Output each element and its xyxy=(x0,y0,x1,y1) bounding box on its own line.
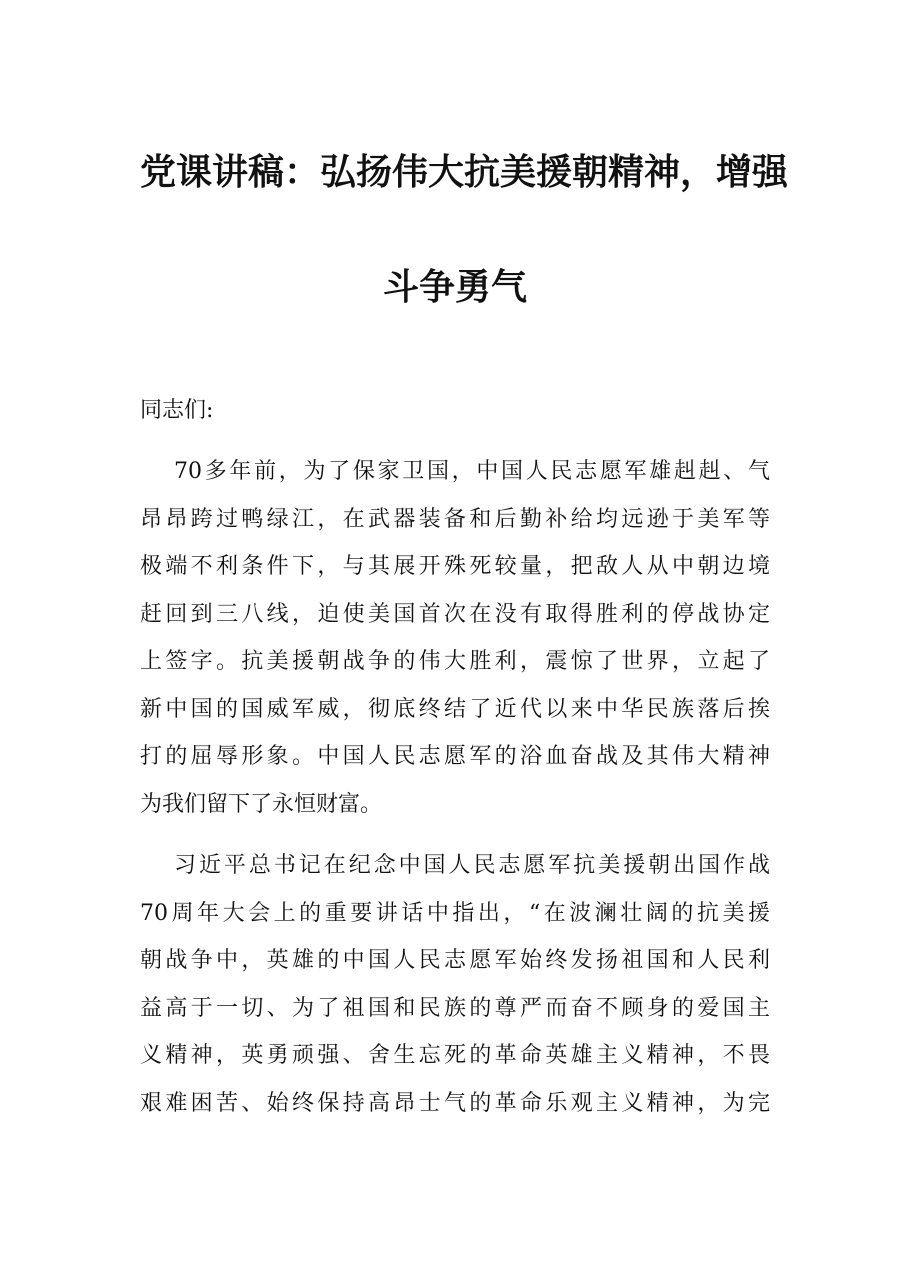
paragraph-line: 70周年大会上的重要讲话中指出，“在波澜壮阔的抗美援 xyxy=(140,900,770,926)
salutation: 同志们: xyxy=(140,398,214,423)
paragraph-line: 益高于一切、为了祖国和民族的尊严而奋不顾身的爱国主 xyxy=(140,995,770,1021)
paragraph-line: 上签字。抗美援朝战争的伟大胜利，震惊了世界，立起了 xyxy=(140,649,770,674)
paragraph-1 xyxy=(140,448,770,828)
paragraph-line: 打的屈辱形象。中国人民志愿军的浴血奋战及其伟大精神 xyxy=(140,744,770,769)
paragraph-line: 习近平总书记在纪念中国人民志愿军抗美援朝出国作战 xyxy=(174,853,770,878)
paragraph-line: 为我们留下了永恒财富。 xyxy=(140,791,383,817)
paragraph-line: 朝战争中，英雄的中国人民志愿军始终发扬祖国和人民利 xyxy=(140,948,770,973)
paragraph-line: 70多年前，为了保家卫国，中国人民志愿军雄赳赳、气 xyxy=(174,459,770,484)
document-title-line-2: 斗争勇气 xyxy=(382,266,527,308)
paragraph-line: 昂昂跨过鸭绿江，在武器装备和后勤补给均远逊于美军等 xyxy=(140,506,770,532)
paragraph-2 xyxy=(140,842,770,1127)
paragraph-line: 新中国的国威军威，彻底终结了近代以来中华民族落后挨 xyxy=(140,696,770,722)
paragraph-line: 艰难困苦、始终保持高昂士气的革命乐观主义精神，为完 xyxy=(140,1090,770,1116)
document-title-line-1: 党课讲稿：弘扬伟大抗美援朝精神，增强 xyxy=(140,151,789,193)
paragraph-line: 极端不利条件下，与其展开殊死较量，把敌人从中朝边境 xyxy=(140,554,770,579)
paragraph-line: 义精神，英勇顽强、舍生忘死的革命英雄主义精神，不畏 xyxy=(140,1043,770,1068)
paragraph-line: 赶回到三八线，迫使美国首次在没有取得胜利的停战协定 xyxy=(140,601,770,627)
